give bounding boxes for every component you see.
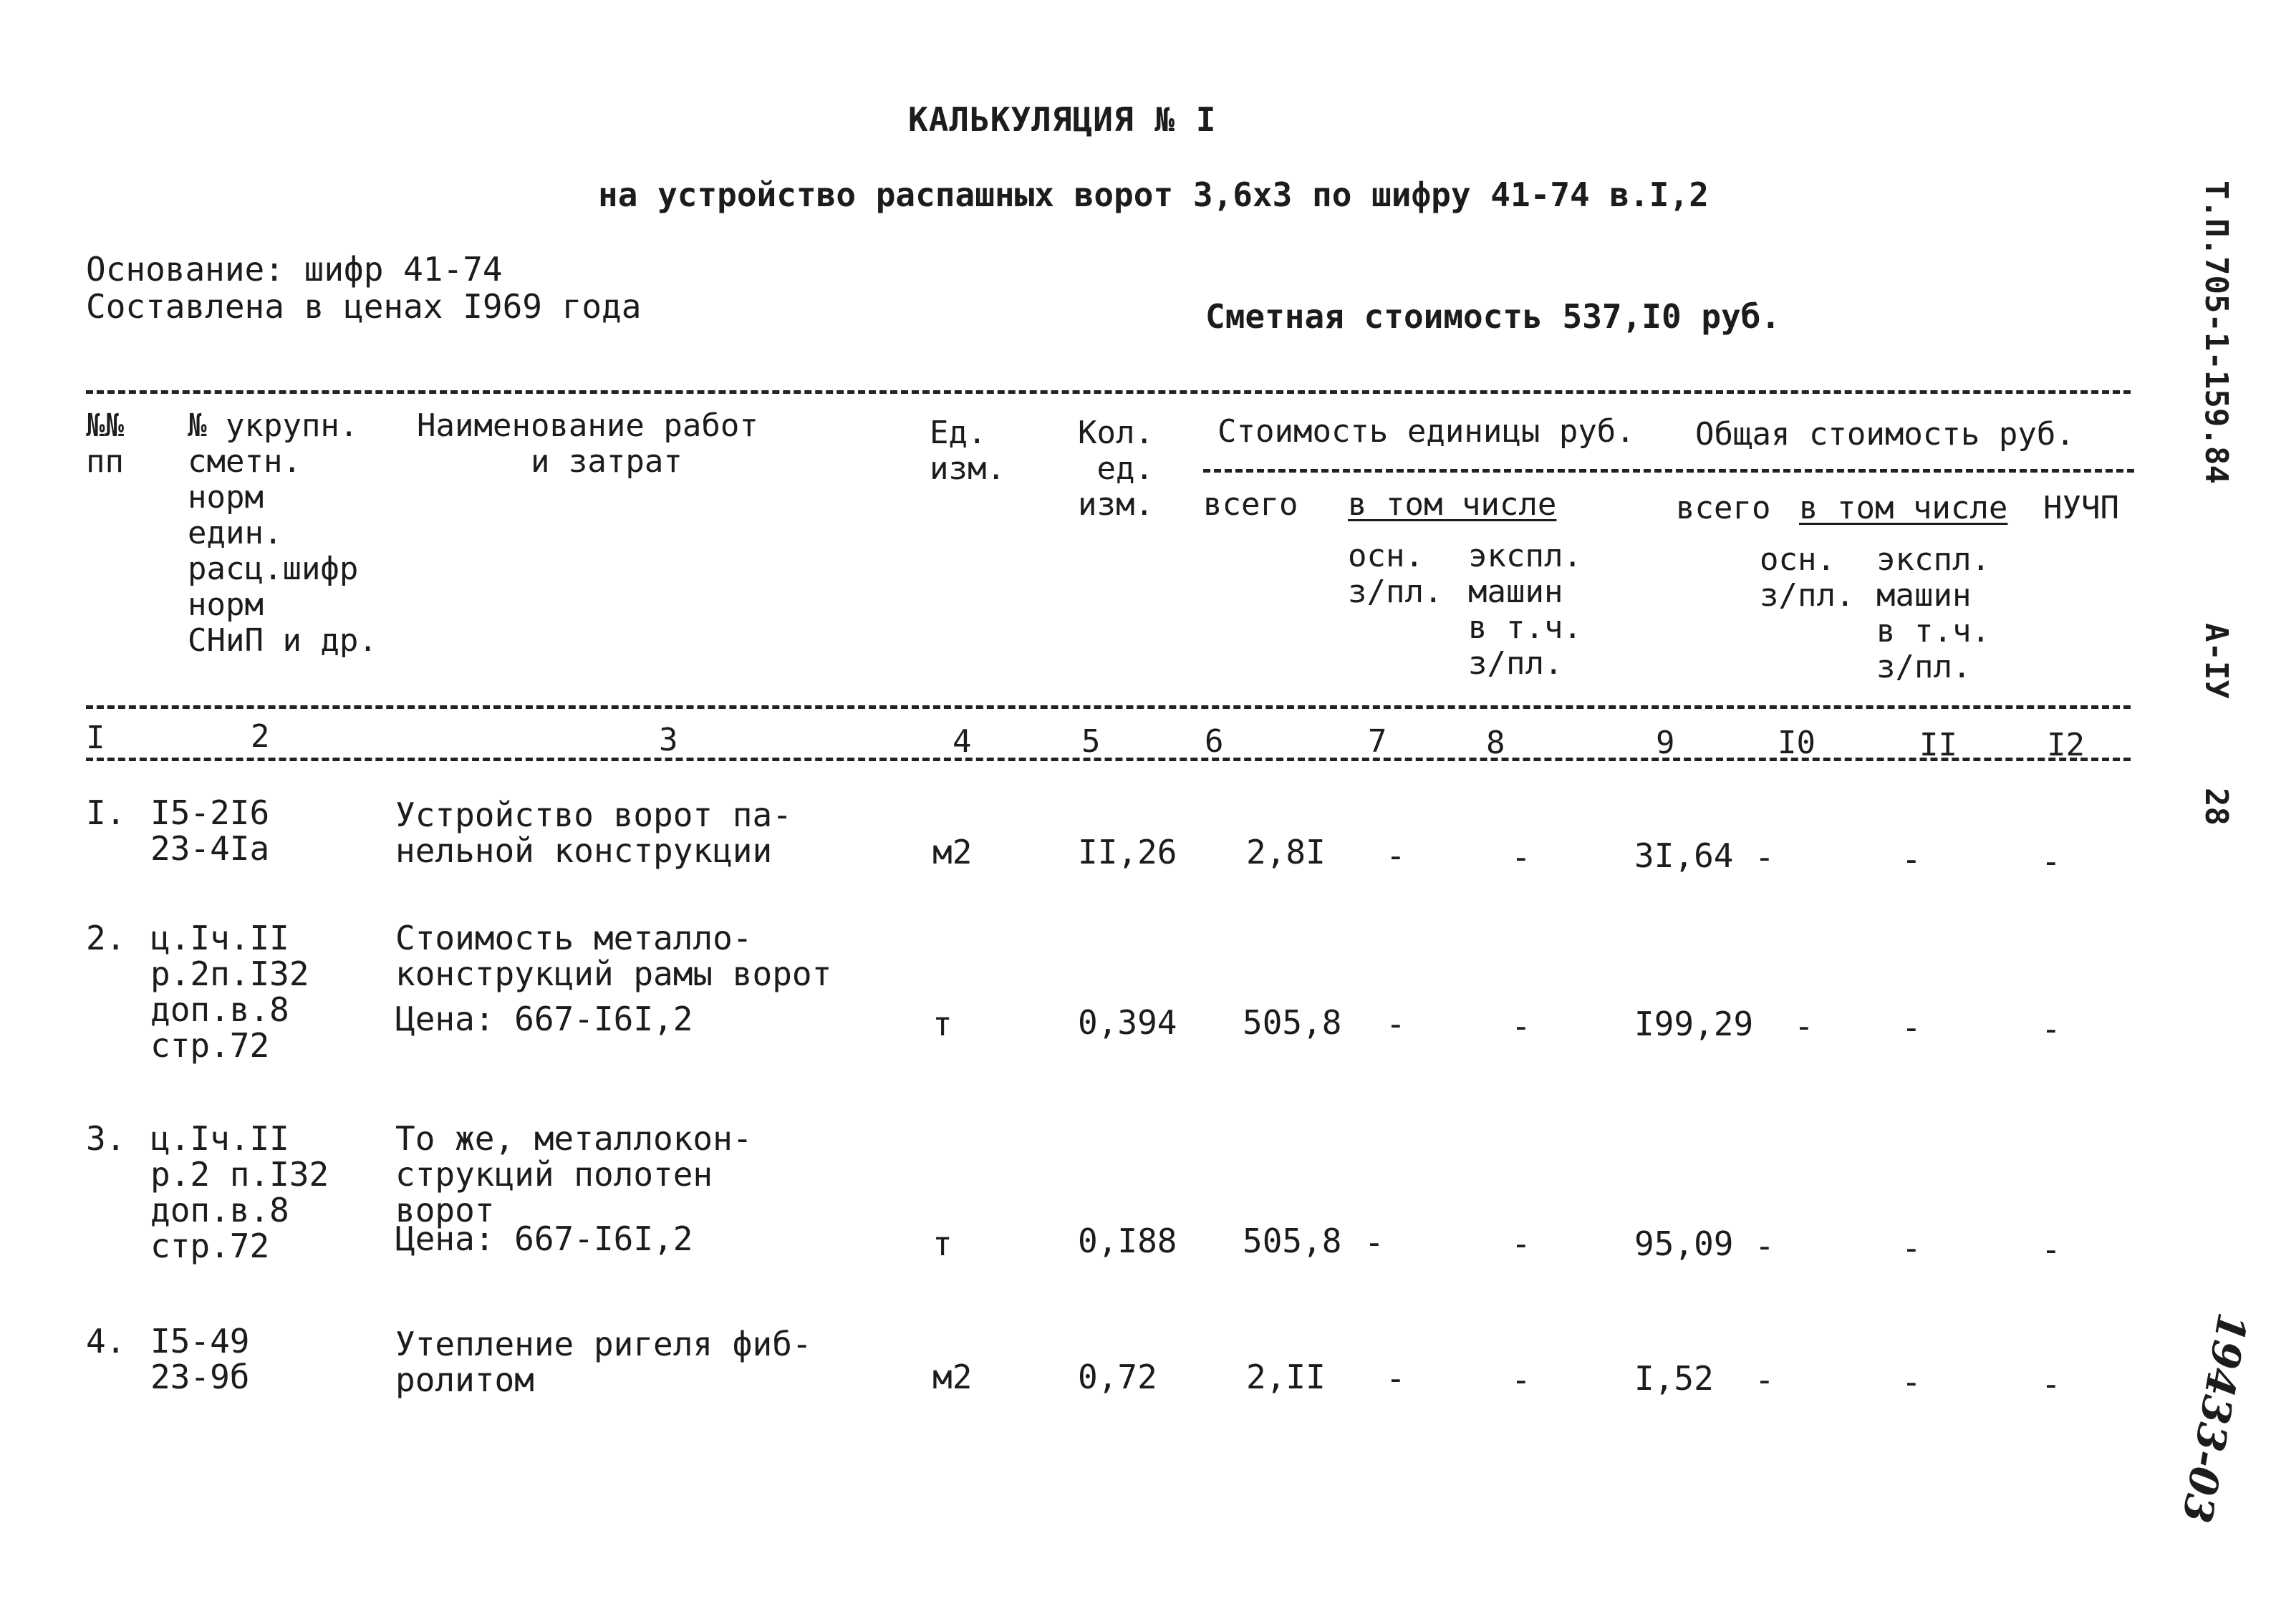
row-number: 4.: [86, 1322, 126, 1360]
total-cost-total: всего: [1676, 490, 1771, 526]
row-nuchp: -: [2041, 842, 2061, 881]
margin-project-code: Т.П.705-1-159.84: [2198, 180, 2234, 484]
col-number-4: 4: [953, 723, 972, 760]
header-top-rule: [86, 390, 2131, 394]
row-norm-code: I5-49 23-9б: [150, 1322, 250, 1396]
row-unit-cost-wage: -: [1364, 1223, 1384, 1262]
row-price: Цена: 667-I6I,2: [395, 1219, 693, 1258]
unit-cost-base-wage: осн. з/пл.: [1348, 538, 1443, 610]
col-number-5: 5: [1081, 723, 1101, 760]
row-total-machines: -: [1901, 1008, 1921, 1047]
unit-cost-total: всего: [1203, 486, 1298, 523]
row-work-name: Стоимость металло- конструкций рамы ворот: [395, 919, 832, 993]
col-number-8: 8: [1486, 725, 1505, 761]
row-total-cost: 95,09: [1634, 1224, 1734, 1263]
margin-page-number: 28: [2198, 788, 2234, 826]
unit-cost-incl: в том числе: [1348, 486, 1557, 523]
row-quantity: 0,394: [1078, 1003, 1177, 1042]
document-title: КАЛЬКУЛЯЦИЯ № I: [908, 100, 1217, 139]
row-quantity: II,26: [1078, 833, 1177, 871]
row-unit-cost-machines: -: [1511, 1224, 1531, 1263]
row-unit-cost-wage: -: [1386, 1359, 1406, 1398]
col-header-work-name: Наименование работ и затрат: [417, 407, 758, 480]
col-number-rule: [86, 758, 2131, 761]
row-number: I.: [86, 793, 126, 832]
row-unit-cost-machines: -: [1511, 838, 1531, 876]
col-number-9: 9: [1656, 725, 1675, 761]
row-quantity: 0,I88: [1078, 1222, 1177, 1260]
row-norm-code: I5-2I6 23-4Iа: [150, 793, 270, 868]
col-header-total-cost: Общая стоимость руб.: [1695, 416, 2075, 453]
row-work-name: Утепление ригеля фиб- ролитом: [395, 1325, 812, 1399]
header-mid-rule: [1203, 469, 2134, 473]
estimated-cost: Сметная стоимость 537,I0 руб.: [1205, 297, 1781, 336]
unit-cost-machines: экспл. машин в т.ч. з/пл.: [1468, 538, 1582, 682]
total-cost-incl: в том числе: [1799, 490, 2008, 526]
row-number: 3.: [86, 1119, 126, 1158]
row-work-name: То же, металлокон- струкций полотен ворот: [395, 1119, 753, 1229]
col-header-norm-code: № укрупн. сметн. норм един. расц.шифр норм СНиП и др.: [188, 407, 377, 659]
col-header-unit: Ед. изм.: [930, 415, 1006, 487]
row-unit-cost-total: 505,8: [1243, 1222, 1342, 1260]
row-total-wage: -: [1794, 1007, 1814, 1045]
margin-inventory-number: 19433-03: [2172, 1309, 2256, 1527]
total-cost-machines: экспл. машин в т.ч. з/пл.: [1876, 541, 1990, 685]
col-number-6: 6: [1205, 723, 1224, 760]
col-header-number: №№ пп: [86, 407, 124, 480]
row-unit-cost-machines: -: [1511, 1007, 1531, 1045]
row-total-machines: -: [1901, 1363, 1921, 1401]
row-unit: т: [932, 1005, 953, 1043]
row-total-cost: I99,29: [1634, 1005, 1754, 1043]
row-price: Цена: 667-I6I,2: [395, 1000, 693, 1038]
col-number-12: I2: [2047, 727, 2085, 763]
row-unit: т: [932, 1224, 953, 1263]
row-total-wage: -: [1755, 1360, 1775, 1399]
row-total-machines: -: [1901, 1229, 1921, 1267]
row-number: 2.: [86, 919, 126, 957]
header-bottom-rule: [86, 705, 2131, 709]
row-total-wage: -: [1755, 1227, 1775, 1265]
row-unit: м2: [932, 1358, 973, 1396]
margin-album: А-IУ: [2198, 623, 2234, 699]
price-year-line: Составлена в ценах I969 года: [86, 287, 642, 326]
row-unit-cost-total: 505,8: [1243, 1003, 1342, 1042]
row-nuchp: -: [2041, 1230, 2061, 1269]
col-number-11: II: [1919, 727, 1957, 763]
row-unit-cost-machines: -: [1511, 1360, 1531, 1399]
row-total-cost: I,52: [1634, 1359, 1714, 1398]
row-norm-code: ц.Iч.II р.2 п.I32 доп.в.8 стр.72: [150, 1119, 329, 1265]
col-header-unit-cost: Стоимость единицы руб.: [1217, 413, 1635, 450]
row-unit-cost-total: 2,8I: [1246, 833, 1326, 871]
row-quantity: 0,72: [1078, 1358, 1157, 1396]
total-cost-base-wage: осн. з/пл.: [1760, 541, 1855, 614]
col-number-7: 7: [1368, 723, 1387, 760]
col-number-2: 2: [251, 718, 270, 755]
col-number-3: 3: [659, 722, 678, 758]
row-total-wage: -: [1755, 838, 1775, 876]
row-work-name: Устройство ворот па- нельной конструкции: [395, 796, 792, 870]
row-total-machines: -: [1901, 840, 1921, 879]
basis-line: Основание: шифр 41-74: [86, 250, 503, 289]
row-total-cost: 3I,64: [1634, 836, 1734, 875]
row-unit-cost-total: 2,II: [1246, 1358, 1326, 1396]
row-unit: м2: [932, 833, 973, 871]
col-number-1: I: [86, 720, 105, 756]
document-subtitle: на устройство распашных ворот 3,6х3 по шифру 41-74 в.I,2: [598, 175, 1709, 214]
col-header-nuchp: НУЧП: [2043, 490, 2119, 526]
col-number-10: I0: [1778, 725, 1816, 761]
row-unit-cost-wage: -: [1386, 1005, 1406, 1043]
row-norm-code: ц.Iч.II р.2п.I32 доп.в.8 стр.72: [150, 919, 309, 1065]
row-nuchp: -: [2041, 1010, 2061, 1048]
row-unit-cost-wage: -: [1386, 836, 1406, 875]
row-nuchp: -: [2041, 1365, 2061, 1403]
col-header-quantity: Кол. ед. изм.: [1078, 415, 1154, 523]
